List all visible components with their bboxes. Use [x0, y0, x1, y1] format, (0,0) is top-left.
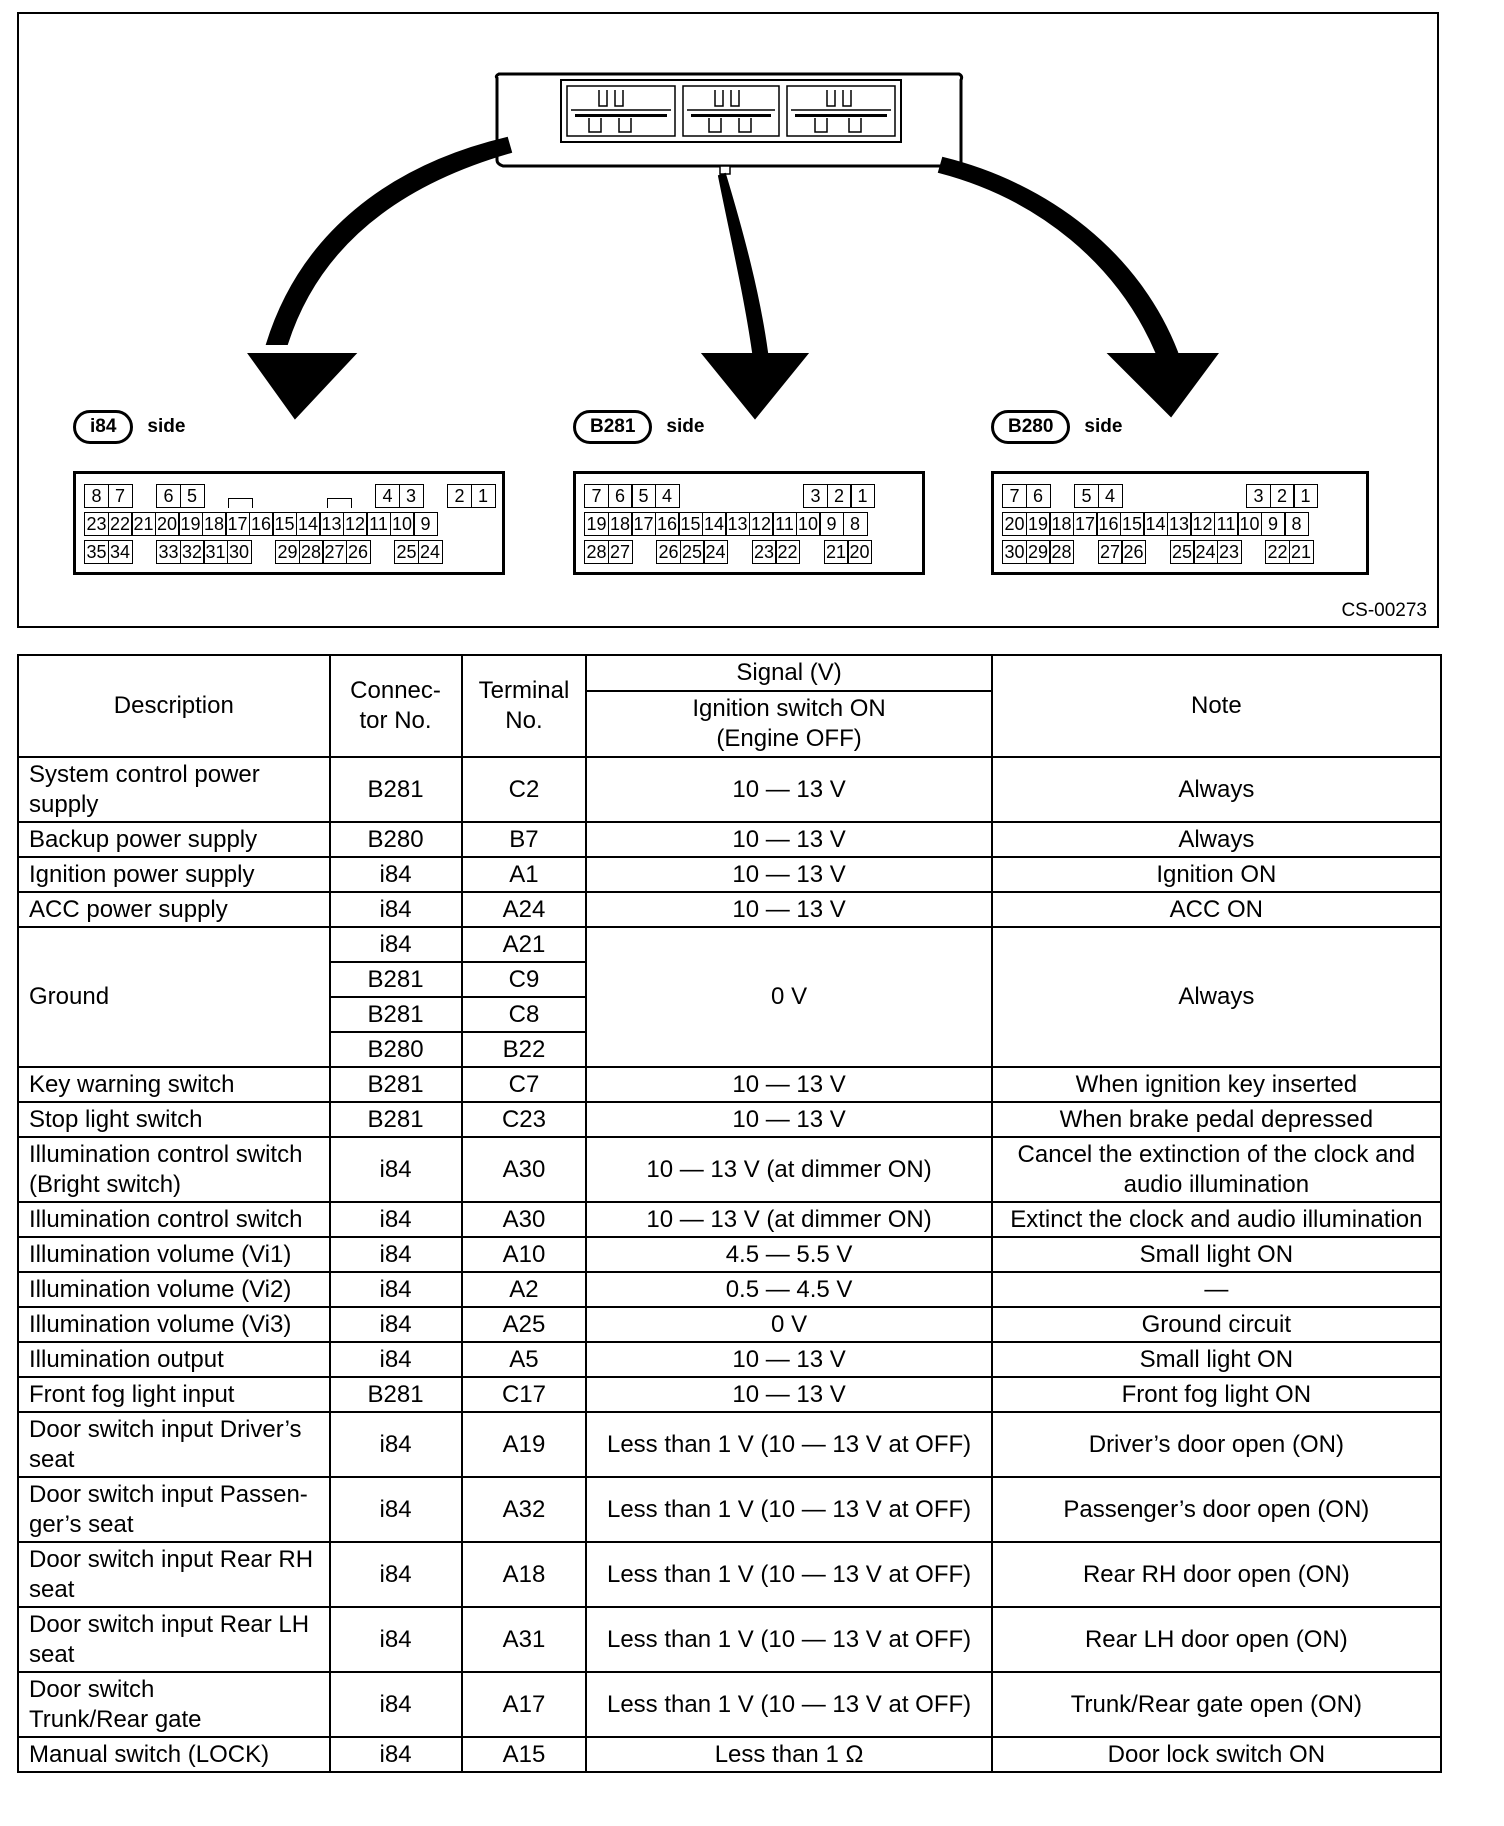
pin-number: 19 [178, 512, 203, 536]
terminal-cell: A21 [462, 927, 587, 962]
terminal-cell: A1 [462, 857, 587, 892]
pin-number: 3 [399, 484, 424, 508]
terminal-signal-table [17, 654, 1442, 1773]
pin-gap [422, 484, 447, 508]
pin-number: 19 [584, 512, 609, 536]
table-row [18, 1542, 1441, 1607]
description-cell: Illumination volume (Vi3) [18, 1307, 330, 1342]
description-cell: Front fog light input [18, 1377, 330, 1412]
connector-cell: i84 [330, 1307, 462, 1342]
note-cell: Always [992, 927, 1441, 1067]
b280-side-label [991, 410, 1122, 444]
terminal-cell: A17 [462, 1672, 587, 1737]
connector-cell: B280 [330, 822, 462, 857]
pin-gap [1221, 484, 1246, 508]
table-row [18, 1377, 1441, 1412]
pin-number: 13 [319, 512, 344, 536]
pin-number: 27 [1098, 540, 1123, 564]
terminal-cell: B7 [462, 822, 587, 857]
terminal-cell: C7 [462, 1067, 587, 1102]
terminal-cell: A31 [462, 1607, 587, 1672]
signal-cell: 0 V [586, 927, 991, 1067]
table-row [18, 857, 1441, 892]
pin-number: 5 [1074, 484, 1099, 508]
note-cell: Ground circuit [992, 1307, 1441, 1342]
pin-number: 21 [1289, 540, 1314, 564]
pin-gap [727, 540, 752, 564]
i84-side-label [73, 410, 185, 444]
connector-cell: i84 [330, 1607, 462, 1672]
connector-cell: i84 [330, 1272, 462, 1307]
signal-cell: Less than 1 Ω [586, 1737, 991, 1772]
pin-number: 17 [631, 512, 656, 536]
signal-cell: 10 — 13 V [586, 857, 991, 892]
figure-code: CS-00273 [1341, 600, 1427, 621]
signal-cell: 0.5 — 4.5 V [586, 1272, 991, 1307]
pin-number: 1 [850, 484, 875, 508]
pin-gap [369, 540, 394, 564]
signal-cell: 10 — 13 V [586, 892, 991, 927]
pin-number: 5 [180, 484, 205, 508]
table-row [18, 1272, 1441, 1307]
note-cell: Door lock switch ON [992, 1737, 1441, 1772]
pin-number: 28 [299, 540, 324, 564]
note-cell: Front fog light ON [992, 1377, 1441, 1412]
pin-number: 23 [84, 512, 109, 536]
pin-number: 12 [749, 512, 774, 536]
pin-number: 2 [447, 484, 472, 508]
table-row [18, 1477, 1441, 1542]
signal-cell: 10 — 13 V (at dimmer ON) [586, 1202, 991, 1237]
pin-number: 26 [346, 540, 371, 564]
header-signal-condition: Ignition switch ON (Engine OFF) [586, 691, 991, 757]
pin-number: 19 [1026, 512, 1051, 536]
header-terminal: Terminal No. [462, 655, 587, 757]
pin-gap [1073, 540, 1098, 564]
pin-number: 26 [1121, 540, 1146, 564]
i84-connector-id: i84 [73, 410, 133, 444]
terminal-cell: A19 [462, 1412, 587, 1477]
pin-number: 15 [678, 512, 703, 536]
signal-cell: 10 — 13 V [586, 1102, 991, 1137]
signal-cell: 10 — 13 V [586, 757, 991, 822]
pin-number: 28 [584, 540, 609, 564]
pin-row [1002, 540, 1312, 564]
pin-gap [203, 484, 228, 508]
pin-number: 27 [608, 540, 633, 564]
side-text: side [147, 416, 186, 437]
pin-number: 2 [1270, 484, 1295, 508]
pin-number: 21 [824, 540, 849, 564]
note-cell: Cancel the extinction of the clock and audio illumination [992, 1137, 1441, 1202]
pin-gap [277, 484, 302, 508]
b280-connector-id: B280 [991, 410, 1070, 444]
signal-cell: Less than 1 V (10 — 13 V at OFF) [586, 1477, 991, 1542]
pin-number: 34 [108, 540, 133, 564]
pin-number: 26 [656, 540, 681, 564]
signal-cell: 10 — 13 V (at dimmer ON) [586, 1137, 991, 1202]
pin-row [584, 484, 874, 508]
terminal-cell: A32 [462, 1477, 587, 1542]
signal-cell: Less than 1 V (10 — 13 V at OFF) [586, 1672, 991, 1737]
header-description: Description [18, 655, 330, 757]
b281-connector-face [573, 471, 925, 575]
terminal-cell: A25 [462, 1307, 587, 1342]
pin-number: 25 [680, 540, 705, 564]
pin-number: 14 [296, 512, 321, 536]
table-row [18, 1202, 1441, 1237]
pin-number: 24 [418, 540, 443, 564]
table-row [18, 1607, 1441, 1672]
pin-number: 20 [847, 540, 872, 564]
note-cell: When brake pedal depressed [992, 1102, 1441, 1137]
b281-side-label [573, 410, 704, 444]
terminal-cell: A5 [462, 1342, 587, 1377]
pin-row [84, 540, 441, 564]
note-cell: Extinct the clock and audio illumination [992, 1202, 1441, 1237]
pin-gap [302, 484, 327, 508]
pin-number: 18 [202, 512, 227, 536]
pin-number: 6 [156, 484, 181, 508]
pin-gap [350, 484, 375, 508]
table-row [18, 1307, 1441, 1342]
pin-number: 7 [108, 484, 133, 508]
pin-number: 10 [1237, 512, 1262, 536]
connector-cell: i84 [330, 1202, 462, 1237]
pin-gap [1121, 484, 1146, 508]
pin-number: 12 [343, 512, 368, 536]
description-cell: Illumination volume (Vi2) [18, 1272, 330, 1307]
connector-cell: i84 [330, 1137, 462, 1202]
terminal-cell: A24 [462, 892, 587, 927]
pin-row [84, 512, 437, 536]
pin-number: 33 [156, 540, 181, 564]
pin-row [1002, 512, 1308, 536]
table-row [18, 927, 1441, 962]
signal-cell: Less than 1 V (10 — 13 V at OFF) [586, 1412, 991, 1477]
i84-connector-face [73, 471, 505, 575]
description-cell: Key warning switch [18, 1067, 330, 1102]
pin-number: 18 [608, 512, 633, 536]
terminal-cell: C2 [462, 757, 587, 822]
description-cell: Door switch input Passen- ger’s seat [18, 1477, 330, 1542]
pin-number: 21 [131, 512, 156, 536]
pin-number: 22 [1265, 540, 1290, 564]
pin-gap [131, 540, 156, 564]
pin-gap [678, 484, 703, 508]
connector-cell: B281 [330, 1377, 462, 1412]
pin-gap [1171, 484, 1196, 508]
connector-cell: i84 [330, 1672, 462, 1737]
header-connector: Connec- tor No. [330, 655, 462, 757]
side-text: side [1084, 416, 1123, 437]
description-cell: Door switch Trunk/Rear gate [18, 1672, 330, 1737]
pin-number: 14 [702, 512, 727, 536]
pin-number: 12 [1190, 512, 1215, 536]
pin-number: 11 [366, 512, 391, 536]
pin-number: 23 [752, 540, 777, 564]
pin-number: 29 [1026, 540, 1051, 564]
description-cell: Ground [18, 927, 330, 1067]
pin-gap [131, 484, 156, 508]
note-cell: When ignition key inserted [992, 1067, 1441, 1102]
pin-number: 9 [413, 512, 438, 536]
pin-number: 20 [155, 512, 180, 536]
description-cell: ACC power supply [18, 892, 330, 927]
b281-connector-id: B281 [573, 410, 652, 444]
header-note: Note [992, 655, 1441, 757]
table-row [18, 1237, 1441, 1272]
terminal-cell: A15 [462, 1737, 587, 1772]
pin-number: 16 [1096, 512, 1121, 536]
connector-cell: i84 [330, 1477, 462, 1542]
description-cell: Manual switch (LOCK) [18, 1737, 330, 1772]
pin-gap [631, 540, 656, 564]
pin-number: 35 [84, 540, 109, 564]
pin-gap [1240, 540, 1265, 564]
pin-gap [703, 484, 728, 508]
pin-number: 20 [1002, 512, 1027, 536]
pin-number: 24 [703, 540, 728, 564]
pin-number: 2 [827, 484, 852, 508]
pin-gap [753, 484, 778, 508]
connector-key [327, 498, 352, 508]
note-cell: Small light ON [992, 1237, 1441, 1272]
pin-gap [778, 484, 803, 508]
pin-number: 22 [108, 512, 133, 536]
pin-gap [799, 540, 824, 564]
description-cell: System control power supply [18, 757, 330, 822]
side-text: side [666, 416, 705, 437]
pin-number: 23 [1217, 540, 1242, 564]
terminal-cell: C9 [462, 962, 587, 997]
connector-cell: i84 [330, 1342, 462, 1377]
pin-number: 4 [375, 484, 400, 508]
signal-cell: Less than 1 V (10 — 13 V at OFF) [586, 1607, 991, 1672]
note-cell: Rear LH door open (ON) [992, 1607, 1441, 1672]
pin-number: 16 [655, 512, 680, 536]
connector-cell: i84 [330, 892, 462, 927]
note-cell: Rear RH door open (ON) [992, 1542, 1441, 1607]
connector-cell: i84 [330, 927, 462, 962]
connector-cell: B281 [330, 1102, 462, 1137]
pin-number: 3 [803, 484, 828, 508]
description-cell: Illumination control switch (Bright switch) [18, 1137, 330, 1202]
pin-number: 11 [1214, 512, 1239, 536]
pin-row [1002, 484, 1317, 508]
pin-number: 7 [1002, 484, 1027, 508]
pin-number: 13 [1167, 512, 1192, 536]
pin-gap [1196, 484, 1221, 508]
terminal-cell: C8 [462, 997, 587, 1032]
pin-number: 18 [1049, 512, 1074, 536]
pin-number: 29 [275, 540, 300, 564]
pin-number: 10 [796, 512, 821, 536]
pin-number: 8 [843, 512, 868, 536]
terminal-cell: B22 [462, 1032, 587, 1067]
note-cell: Driver’s door open (ON) [992, 1412, 1441, 1477]
table-row [18, 822, 1441, 857]
pin-number: 11 [772, 512, 797, 536]
pin-number: 14 [1143, 512, 1168, 536]
pin-number: 17 [1073, 512, 1098, 536]
table-row [18, 1737, 1441, 1772]
pin-row [84, 484, 494, 508]
pin-number: 5 [631, 484, 656, 508]
pin-gap [1145, 540, 1170, 564]
terminal-cell: A30 [462, 1202, 587, 1237]
pin-number: 15 [1120, 512, 1145, 536]
pin-gap [1049, 484, 1074, 508]
connector-cell: B281 [330, 997, 462, 1032]
signal-cell: 0 V [586, 1307, 991, 1342]
pin-number: 3 [1246, 484, 1271, 508]
note-cell: — [992, 1272, 1441, 1307]
note-cell: ACC ON [992, 892, 1441, 927]
connector-cell: i84 [330, 1542, 462, 1607]
terminal-cell: A18 [462, 1542, 587, 1607]
signal-cell: 10 — 13 V [586, 1342, 991, 1377]
pin-number: 31 [203, 540, 228, 564]
signal-cell: 10 — 13 V [586, 822, 991, 857]
table-row [18, 1102, 1441, 1137]
table-row [18, 892, 1441, 927]
pin-row [584, 512, 866, 536]
connector-cell: B281 [330, 1067, 462, 1102]
pin-number: 4 [655, 484, 680, 508]
connector-cell: B280 [330, 1032, 462, 1067]
pin-number: 9 [819, 512, 844, 536]
pin-number: 25 [394, 540, 419, 564]
pin-number: 1 [471, 484, 496, 508]
pin-number: 8 [1284, 512, 1309, 536]
pin-number: 15 [272, 512, 297, 536]
pin-number: 4 [1098, 484, 1123, 508]
pin-gap [252, 484, 277, 508]
pin-number: 24 [1193, 540, 1218, 564]
terminal-cell: A2 [462, 1272, 587, 1307]
signal-cell: 10 — 13 V [586, 1067, 991, 1102]
terminal-cell: C23 [462, 1102, 587, 1137]
description-cell: Stop light switch [18, 1102, 330, 1137]
pin-number: 28 [1049, 540, 1074, 564]
pin-number: 17 [225, 512, 250, 536]
terminal-cell: A30 [462, 1137, 587, 1202]
pin-number: 25 [1170, 540, 1195, 564]
connector-key [228, 498, 253, 508]
connector-cell: i84 [330, 857, 462, 892]
pin-number: 6 [1026, 484, 1051, 508]
pin-number: 10 [390, 512, 415, 536]
note-cell: Passenger’s door open (ON) [992, 1477, 1441, 1542]
signal-cell: 10 — 13 V [586, 1377, 991, 1412]
pin-gap [728, 484, 753, 508]
note-cell: Always [992, 822, 1441, 857]
pin-row [584, 540, 871, 564]
connector-cell: i84 [330, 1737, 462, 1772]
note-cell: Small light ON [992, 1342, 1441, 1377]
connector-cell: B281 [330, 962, 462, 997]
pin-number: 30 [1002, 540, 1027, 564]
pin-number: 6 [608, 484, 633, 508]
description-cell: Illumination control switch [18, 1202, 330, 1237]
connector-cell: i84 [330, 1237, 462, 1272]
description-cell: Ignition power supply [18, 857, 330, 892]
table-body [18, 757, 1441, 1772]
pin-number: 22 [775, 540, 800, 564]
connector-cell: i84 [330, 1412, 462, 1477]
table-row [18, 1412, 1441, 1477]
b280-connector-face [991, 471, 1369, 575]
pin-number: 32 [180, 540, 205, 564]
pin-number: 27 [322, 540, 347, 564]
table-row [18, 757, 1441, 822]
description-cell: Door switch input Rear RH seat [18, 1542, 330, 1607]
signal-cell: 4.5 — 5.5 V [586, 1237, 991, 1272]
pin-gap [1146, 484, 1171, 508]
connector-cell: B281 [330, 757, 462, 822]
description-cell: Door switch input Rear LH seat [18, 1607, 330, 1672]
note-cell: Ignition ON [992, 857, 1441, 892]
pin-number: 9 [1261, 512, 1286, 536]
description-cell: Door switch input Driver’s seat [18, 1412, 330, 1477]
table-row [18, 1342, 1441, 1377]
pin-number: 7 [584, 484, 609, 508]
signal-cell: Less than 1 V (10 — 13 V at OFF) [586, 1542, 991, 1607]
table-row [18, 1672, 1441, 1737]
header-signal: Signal (V) [586, 655, 991, 691]
terminal-cell: C17 [462, 1377, 587, 1412]
note-cell: Always [992, 757, 1441, 822]
pin-number: 8 [84, 484, 109, 508]
connector-diagram [17, 12, 1439, 628]
note-cell: Trunk/Rear gate open (ON) [992, 1672, 1441, 1737]
pin-number: 30 [227, 540, 252, 564]
description-cell: Illumination volume (Vi1) [18, 1237, 330, 1272]
table-row [18, 1137, 1441, 1202]
pin-number: 16 [249, 512, 274, 536]
description-cell: Illumination output [18, 1342, 330, 1377]
terminal-cell: A10 [462, 1237, 587, 1272]
description-cell: Backup power supply [18, 822, 330, 857]
table-row [18, 1067, 1441, 1102]
pin-gap [250, 540, 275, 564]
pin-number: 1 [1293, 484, 1318, 508]
pin-number: 13 [725, 512, 750, 536]
